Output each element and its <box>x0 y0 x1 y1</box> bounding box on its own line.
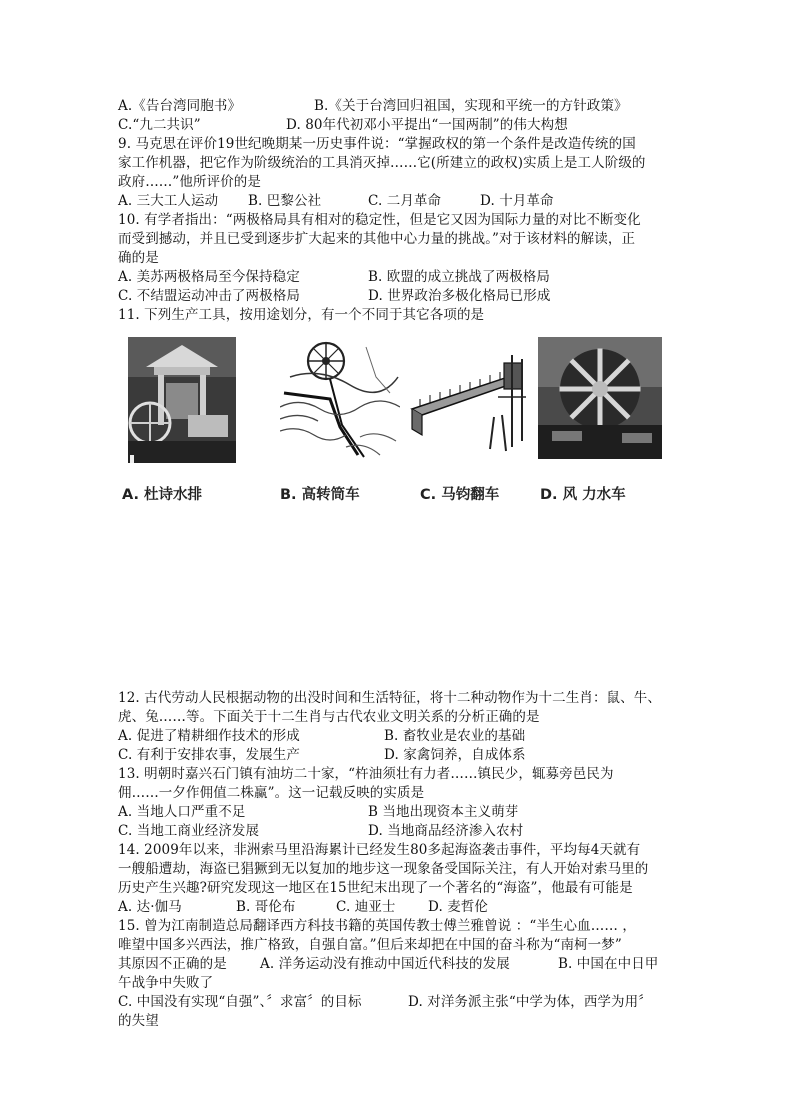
q13-option-b: B 当地出现资本主义萌芽 <box>368 804 519 820</box>
q12-stem-line-2: 虎、兔……等。下面关于十二生肖与古代农业文明关系的分析正确的是 <box>118 709 540 725</box>
q14-option-b: B. 哥伦布 <box>236 899 296 915</box>
q15-option-a: A. 洋务运动没有推动中国近代科技的发展 <box>260 956 510 972</box>
q9-option-b: B. 巴黎公社 <box>248 193 322 209</box>
q10-stem-line-1: 10. 有学者指出：“两极格局具有相对的稳定性，但是它又因为国际力量的对比不断变化 <box>118 212 641 228</box>
q14-stem-line-3: 历史产生兴趣?研究发现这一地区在15世纪末出现了一个著名的“海盗”，他最有可能是 <box>118 880 633 896</box>
q14-stem-line-2: 一艘船遭劫，海盗已猖獗到无以复加的地步这一现象备受国际关注，有人开始对索马里的 <box>118 861 649 877</box>
q12-option-d: D. 家禽饲养，自成体系 <box>384 747 526 763</box>
q14-stem-line-1: 14. 2009年以来，非洲索马里沿海累计已经发生80多起海盗袭击事件，平均每4天就有 <box>118 842 641 858</box>
q15-option-b: B. 中国在中日甲 <box>558 956 659 972</box>
figure-d-wind-water-wheel <box>538 337 662 459</box>
q10-option-b: B. 欧盟的成立挑战了两极格局 <box>368 269 551 285</box>
q13-option-c: C. 当地工商业经济发展 <box>118 823 260 839</box>
q15-stem-line-1: 15. 曾为江南制造总局翻译西方科技书籍的英国传教士傅兰雅曾说 ：“半生心血…… ， <box>118 918 636 934</box>
q9-option-a: A. 三大工人运动 <box>118 193 219 209</box>
q15-option-d-cont: 的失望 <box>118 1013 159 1029</box>
q12-option-a: A. 促进了精耕细作技术的形成 <box>118 728 300 744</box>
q9-stem-line-1: 9. 马克思在评价19世纪晚期某一历史事件说：“掌握政权的第一个条件是改造传统的国 <box>118 136 636 152</box>
q13-stem-line-2: 佣……一夕作佣值二株赢”。这一记载反映的实质是 <box>118 785 425 801</box>
q13-option-a: A. 当地人口严重不足 <box>118 804 246 820</box>
figure-c-chain-pump <box>408 337 530 459</box>
q14-option-d: D. 麦哲伦 <box>428 899 489 915</box>
q15-option-b-cont: 午战争中失败了 <box>118 975 214 991</box>
q14-option-a: A. 达·伽马 <box>118 899 182 915</box>
q10-stem-line-3: 确的是 <box>118 250 159 266</box>
q10-option-c: C. 不结盟运动冲击了两极格局 <box>118 288 300 304</box>
q11-stem: 11. 下列生产工具，按用途划分，有一个不同于其它各项的是 <box>118 307 485 323</box>
q9-option-c: C. 二月革命 <box>368 193 442 209</box>
q9-option-d: D. 十月革命 <box>480 193 554 209</box>
q12-stem-line-1: 12. 古代劳动人民根据动物的出没时间和生活特征，将十二种动物作为十二生肖：鼠、牛、 <box>118 690 661 706</box>
q15-stem-line-2: 唯望中国多兴西法，推广格致，自强自富。”但后来却把在中国的奋斗称为“南柯一梦” <box>118 937 622 953</box>
q15-option-c: C. 中国没有实现“自强”、〞求富〞的目标 <box>118 994 362 1010</box>
q15-stem-lead: 其原因不正确的是 <box>118 956 227 972</box>
q10-option-a: A. 美苏两极格局至今保持稳定 <box>118 269 300 285</box>
q11-figures <box>122 337 682 507</box>
q13-stem-line-1: 13. 明朝时嘉兴石门镇有油坊二十家，“杵油须壮有力者……镇民少，辄募旁邑民为 <box>118 766 614 782</box>
q8-option-c: C.“九二共识” <box>118 117 201 133</box>
q8-option-d: D. 80年代初邓小平提出“一国两制”的伟大构想 <box>286 117 568 133</box>
q8-option-b: B.《关于台湾回归祖国，实现和平统一的方针政策》 <box>314 98 628 114</box>
caption-d: D. 风 力水车 <box>540 487 626 503</box>
q13-option-d: D. 当地商品经济渗入农村 <box>368 823 524 839</box>
q14-option-c: C. 迪亚士 <box>336 899 396 915</box>
q10-option-d: D. 世界政治多极化格局已形成 <box>368 288 551 304</box>
q15-option-d: D. 对洋务派主张“中学为体，西学为用〞 <box>408 994 652 1010</box>
caption-b: B. 高转筒车 <box>280 487 360 503</box>
q10-stem-line-2: 而受到撼动，并且已受到逐步扩大起来的其他中心力量的挑战。”对于该材料的解读，正 <box>118 231 636 247</box>
q12-option-b: B. 畜牧业是农业的基础 <box>384 728 526 744</box>
q9-stem-line-3: 政府……”他所评价的是 <box>118 174 262 190</box>
caption-c: C. 马钧翻车 <box>420 487 500 503</box>
figure-a-water-bellows <box>128 337 236 463</box>
figure-b-tube-wheel <box>280 337 400 465</box>
caption-a: A. 杜诗水排 <box>122 487 203 503</box>
q12-option-c: C. 有利于安排农事，发展生产 <box>118 747 300 763</box>
q9-stem-line-2: 家工作机器，把它作为阶级统治的工具消灭掉……它(所建立的政权)实质上是工人阶级的 <box>118 155 646 171</box>
q8-option-a: A.《告台湾同胞书》 <box>118 98 242 114</box>
